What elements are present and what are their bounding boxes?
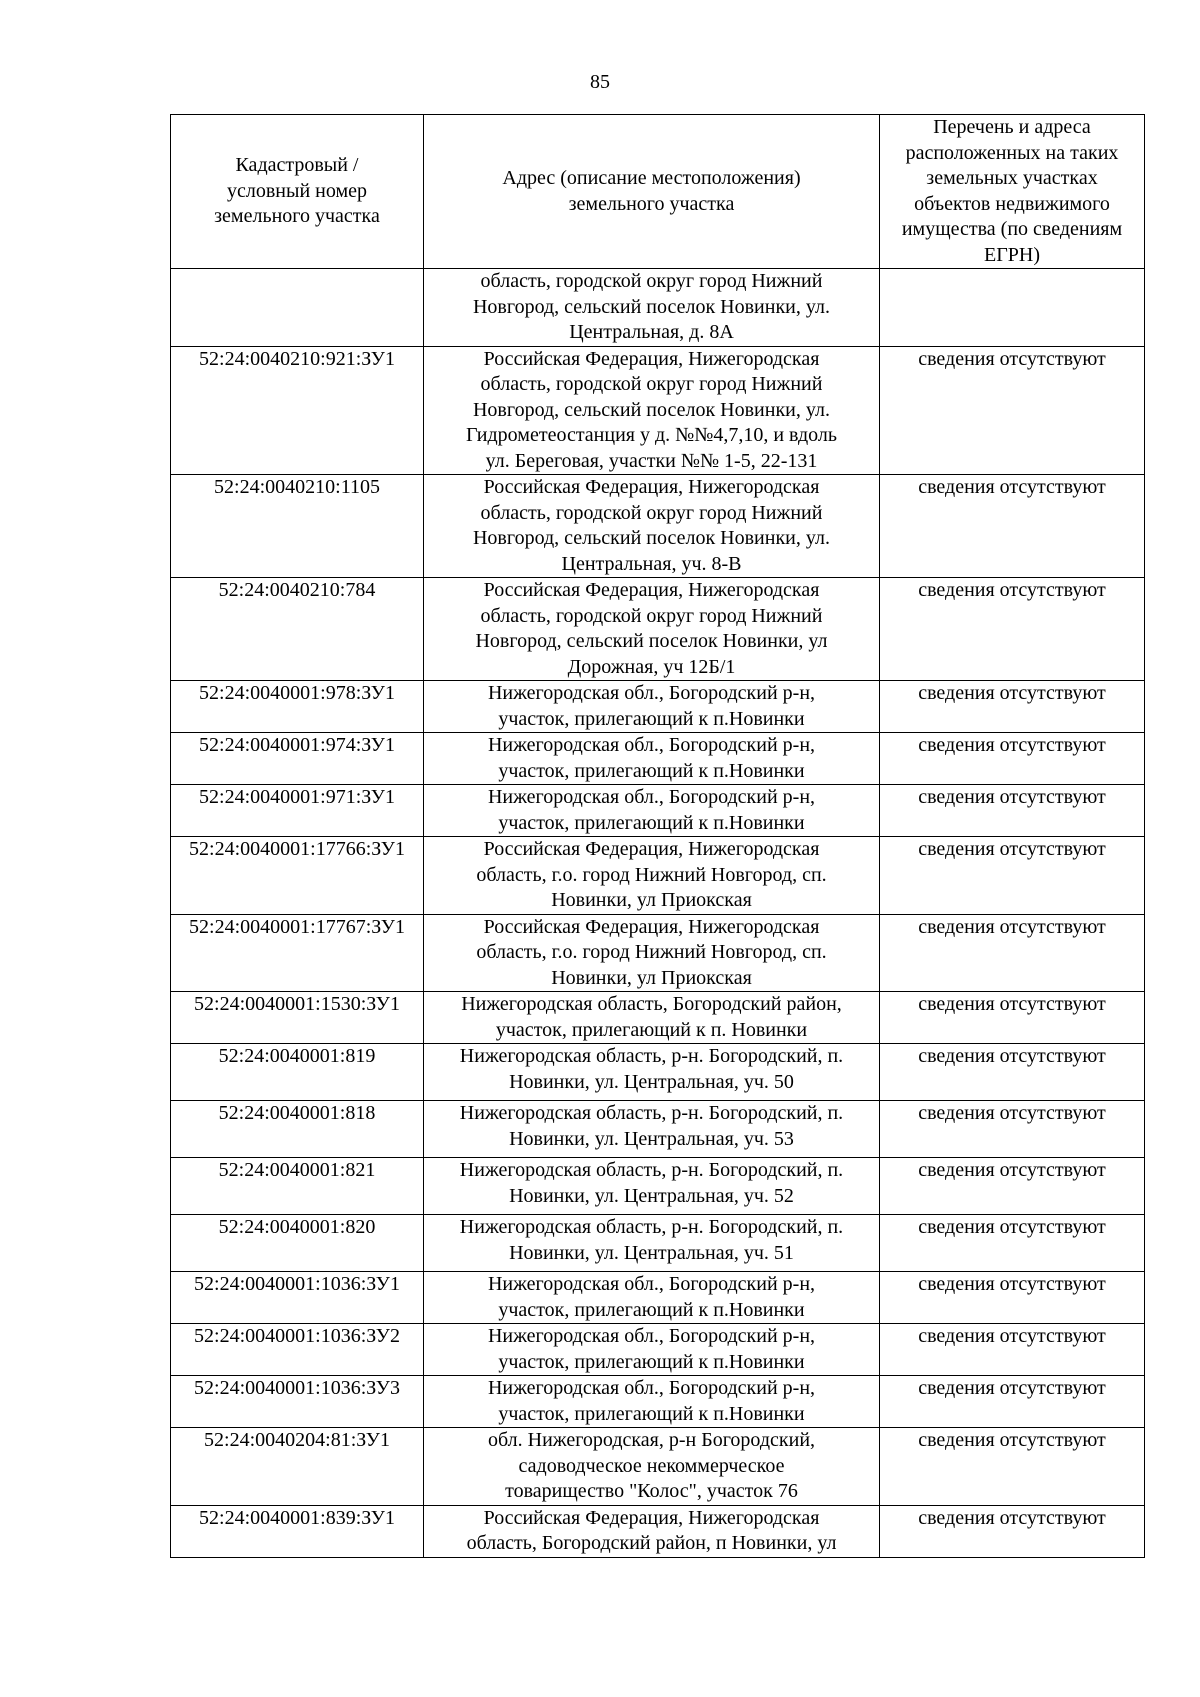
cell-address: Нижегородская область, р-н. Богородский, п. Новинки, ул. Центральная, уч. 53 (424, 1101, 880, 1158)
table-row (171, 1044, 1145, 1101)
cell-address: Российская Федерация, Нижегородская область, г.о. город Нижний Новгород, сп. Новинки, ул Приокская (424, 837, 880, 915)
cell-address: обл. Нижегородская, р-н Богородский, садоводческое некоммерческое товарищество "Колос", участок 76 (424, 1428, 880, 1506)
cell-objects: сведения отсутствуют (880, 785, 1145, 837)
table-row (171, 1215, 1145, 1272)
table-row (171, 1428, 1145, 1506)
cell-address: Российская Федерация, Нижегородская область, г.о. город Нижний Новгород, сп. Новинки, ул Приокская (424, 914, 880, 992)
table-row (171, 785, 1145, 837)
cell-cadastral-number: 52:24:0040001:974:ЗУ1 (171, 733, 424, 785)
table-row (171, 1101, 1145, 1158)
table-row (171, 992, 1145, 1044)
cell-cadastral-number: 52:24:0040001:1036:ЗУ1 (171, 1272, 424, 1324)
cell-address: Нижегородская обл., Богородский р-н, участок, прилегающий к п.Новинки (424, 681, 880, 733)
cell-objects: сведения отсутствуют (880, 992, 1145, 1044)
cell-objects: сведения отсутствуют (880, 1376, 1145, 1428)
table-row (171, 475, 1145, 578)
table-row (171, 733, 1145, 785)
cell-address: Российская Федерация, Нижегородская область, городской округ город Нижний Новгород, сельский поселок Новинки, ул. Гидрометеостанция у д. №№4,7,10, и вдоль ул. Береговая, участки №№ 1-5, 22-131 (424, 346, 880, 475)
cell-objects: сведения отсутствуют (880, 475, 1145, 578)
cell-objects: сведения отсутствуют (880, 733, 1145, 785)
cell-address: Нижегородская обл., Богородский р-н, участок, прилегающий к п.Новинки (424, 1376, 880, 1428)
cell-cadastral-number: 52:24:0040001:819 (171, 1044, 424, 1101)
table-row (171, 269, 1145, 347)
cell-objects: сведения отсутствуют (880, 346, 1145, 475)
header-cadastral-number: Кадастровый / условный номер земельного участка (171, 115, 424, 269)
cell-objects: сведения отсутствуют (880, 1158, 1145, 1215)
header-row (171, 115, 1145, 269)
table-row (171, 914, 1145, 992)
cell-cadastral-number: 52:24:0040210:921:ЗУ1 (171, 346, 424, 475)
table-row (171, 578, 1145, 681)
cell-cadastral-number: 52:24:0040001:839:ЗУ1 (171, 1505, 424, 1557)
cell-cadastral-number: 52:24:0040001:821 (171, 1158, 424, 1215)
table-row (171, 1505, 1145, 1557)
cell-address: Нижегородская обл., Богородский р-н, участок, прилегающий к п.Новинки (424, 785, 880, 837)
table-row (171, 346, 1145, 475)
cell-cadastral-number: 52:24:0040204:81:ЗУ1 (171, 1428, 424, 1506)
cell-cadastral-number: 52:24:0040210:784 (171, 578, 424, 681)
cell-cadastral-number: 52:24:0040001:1530:ЗУ1 (171, 992, 424, 1044)
cell-objects: сведения отсутствуют (880, 681, 1145, 733)
cell-objects: сведения отсутствуют (880, 914, 1145, 992)
header-objects: Перечень и адреса расположенных на таких земельных участках объектов недвижимого имущества (по сведениям ЕГРН) (880, 115, 1145, 269)
table-row (171, 1324, 1145, 1376)
table-row (171, 1376, 1145, 1428)
cell-cadastral-number (171, 269, 424, 347)
cell-address: Нижегородская область, Богородский район, участок, прилегающий к п. Новинки (424, 992, 880, 1044)
cell-address: Российская Федерация, Нижегородская область, городской округ город Нижний Новгород, сельский поселок Новинки, ул Дорожная, уч 12Б/1 (424, 578, 880, 681)
table-row (171, 681, 1145, 733)
table-row (171, 1272, 1145, 1324)
cell-address: Нижегородская область, р-н. Богородский, п. Новинки, ул. Центральная, уч. 52 (424, 1158, 880, 1215)
cell-cadastral-number: 52:24:0040001:17767:ЗУ1 (171, 914, 424, 992)
cell-address: Российская Федерация, Нижегородская область, городской округ город Нижний Новгород, сельский поселок Новинки, ул. Центральная, уч. 8-В (424, 475, 880, 578)
cell-address: Нижегородская обл., Богородский р-н, участок, прилегающий к п.Новинки (424, 733, 880, 785)
cell-address: Нижегородская обл., Богородский р-н, участок, прилегающий к п.Новинки (424, 1272, 880, 1324)
page-number: 85 (590, 71, 610, 93)
cell-objects: сведения отсутствуют (880, 578, 1145, 681)
cell-objects: сведения отсутствуют (880, 1324, 1145, 1376)
cell-objects: сведения отсутствуют (880, 1215, 1145, 1272)
cell-cadastral-number: 52:24:0040001:17766:ЗУ1 (171, 837, 424, 915)
table-header (171, 115, 1145, 269)
land-plots-table (170, 114, 1145, 1558)
cell-objects: сведения отсутствуют (880, 1044, 1145, 1101)
cell-address: Нижегородская область, р-н. Богородский, п. Новинки, ул. Центральная, уч. 51 (424, 1215, 880, 1272)
cell-objects: сведения отсутствуют (880, 1272, 1145, 1324)
header-address: Адрес (описание местоположения) земельного участка (424, 115, 880, 269)
cell-objects: сведения отсутствуют (880, 837, 1145, 915)
cell-objects (880, 269, 1145, 347)
table-row (171, 1158, 1145, 1215)
cell-address: Нижегородская обл., Богородский р-н, участок, прилегающий к п.Новинки (424, 1324, 880, 1376)
cell-address: Российская Федерация, Нижегородская область, Богородский район, п Новинки, ул (424, 1505, 880, 1557)
cell-cadastral-number: 52:24:0040001:1036:ЗУ2 (171, 1324, 424, 1376)
cell-cadastral-number: 52:24:0040210:1105 (171, 475, 424, 578)
cell-cadastral-number: 52:24:0040001:978:ЗУ1 (171, 681, 424, 733)
cell-address: Нижегородская область, р-н. Богородский, п. Новинки, ул. Центральная, уч. 50 (424, 1044, 880, 1101)
cell-cadastral-number: 52:24:0040001:971:ЗУ1 (171, 785, 424, 837)
cell-objects: сведения отсутствуют (880, 1101, 1145, 1158)
cell-objects: сведения отсутствуют (880, 1505, 1145, 1557)
cell-address: область, городской округ город Нижний Новгород, сельский поселок Новинки, ул. Центральная, д. 8А (424, 269, 880, 347)
table-row (171, 837, 1145, 915)
cell-cadastral-number: 52:24:0040001:818 (171, 1101, 424, 1158)
table-body (171, 269, 1145, 1558)
cell-cadastral-number: 52:24:0040001:820 (171, 1215, 424, 1272)
cell-cadastral-number: 52:24:0040001:1036:ЗУ3 (171, 1376, 424, 1428)
cell-objects: сведения отсутствуют (880, 1428, 1145, 1506)
